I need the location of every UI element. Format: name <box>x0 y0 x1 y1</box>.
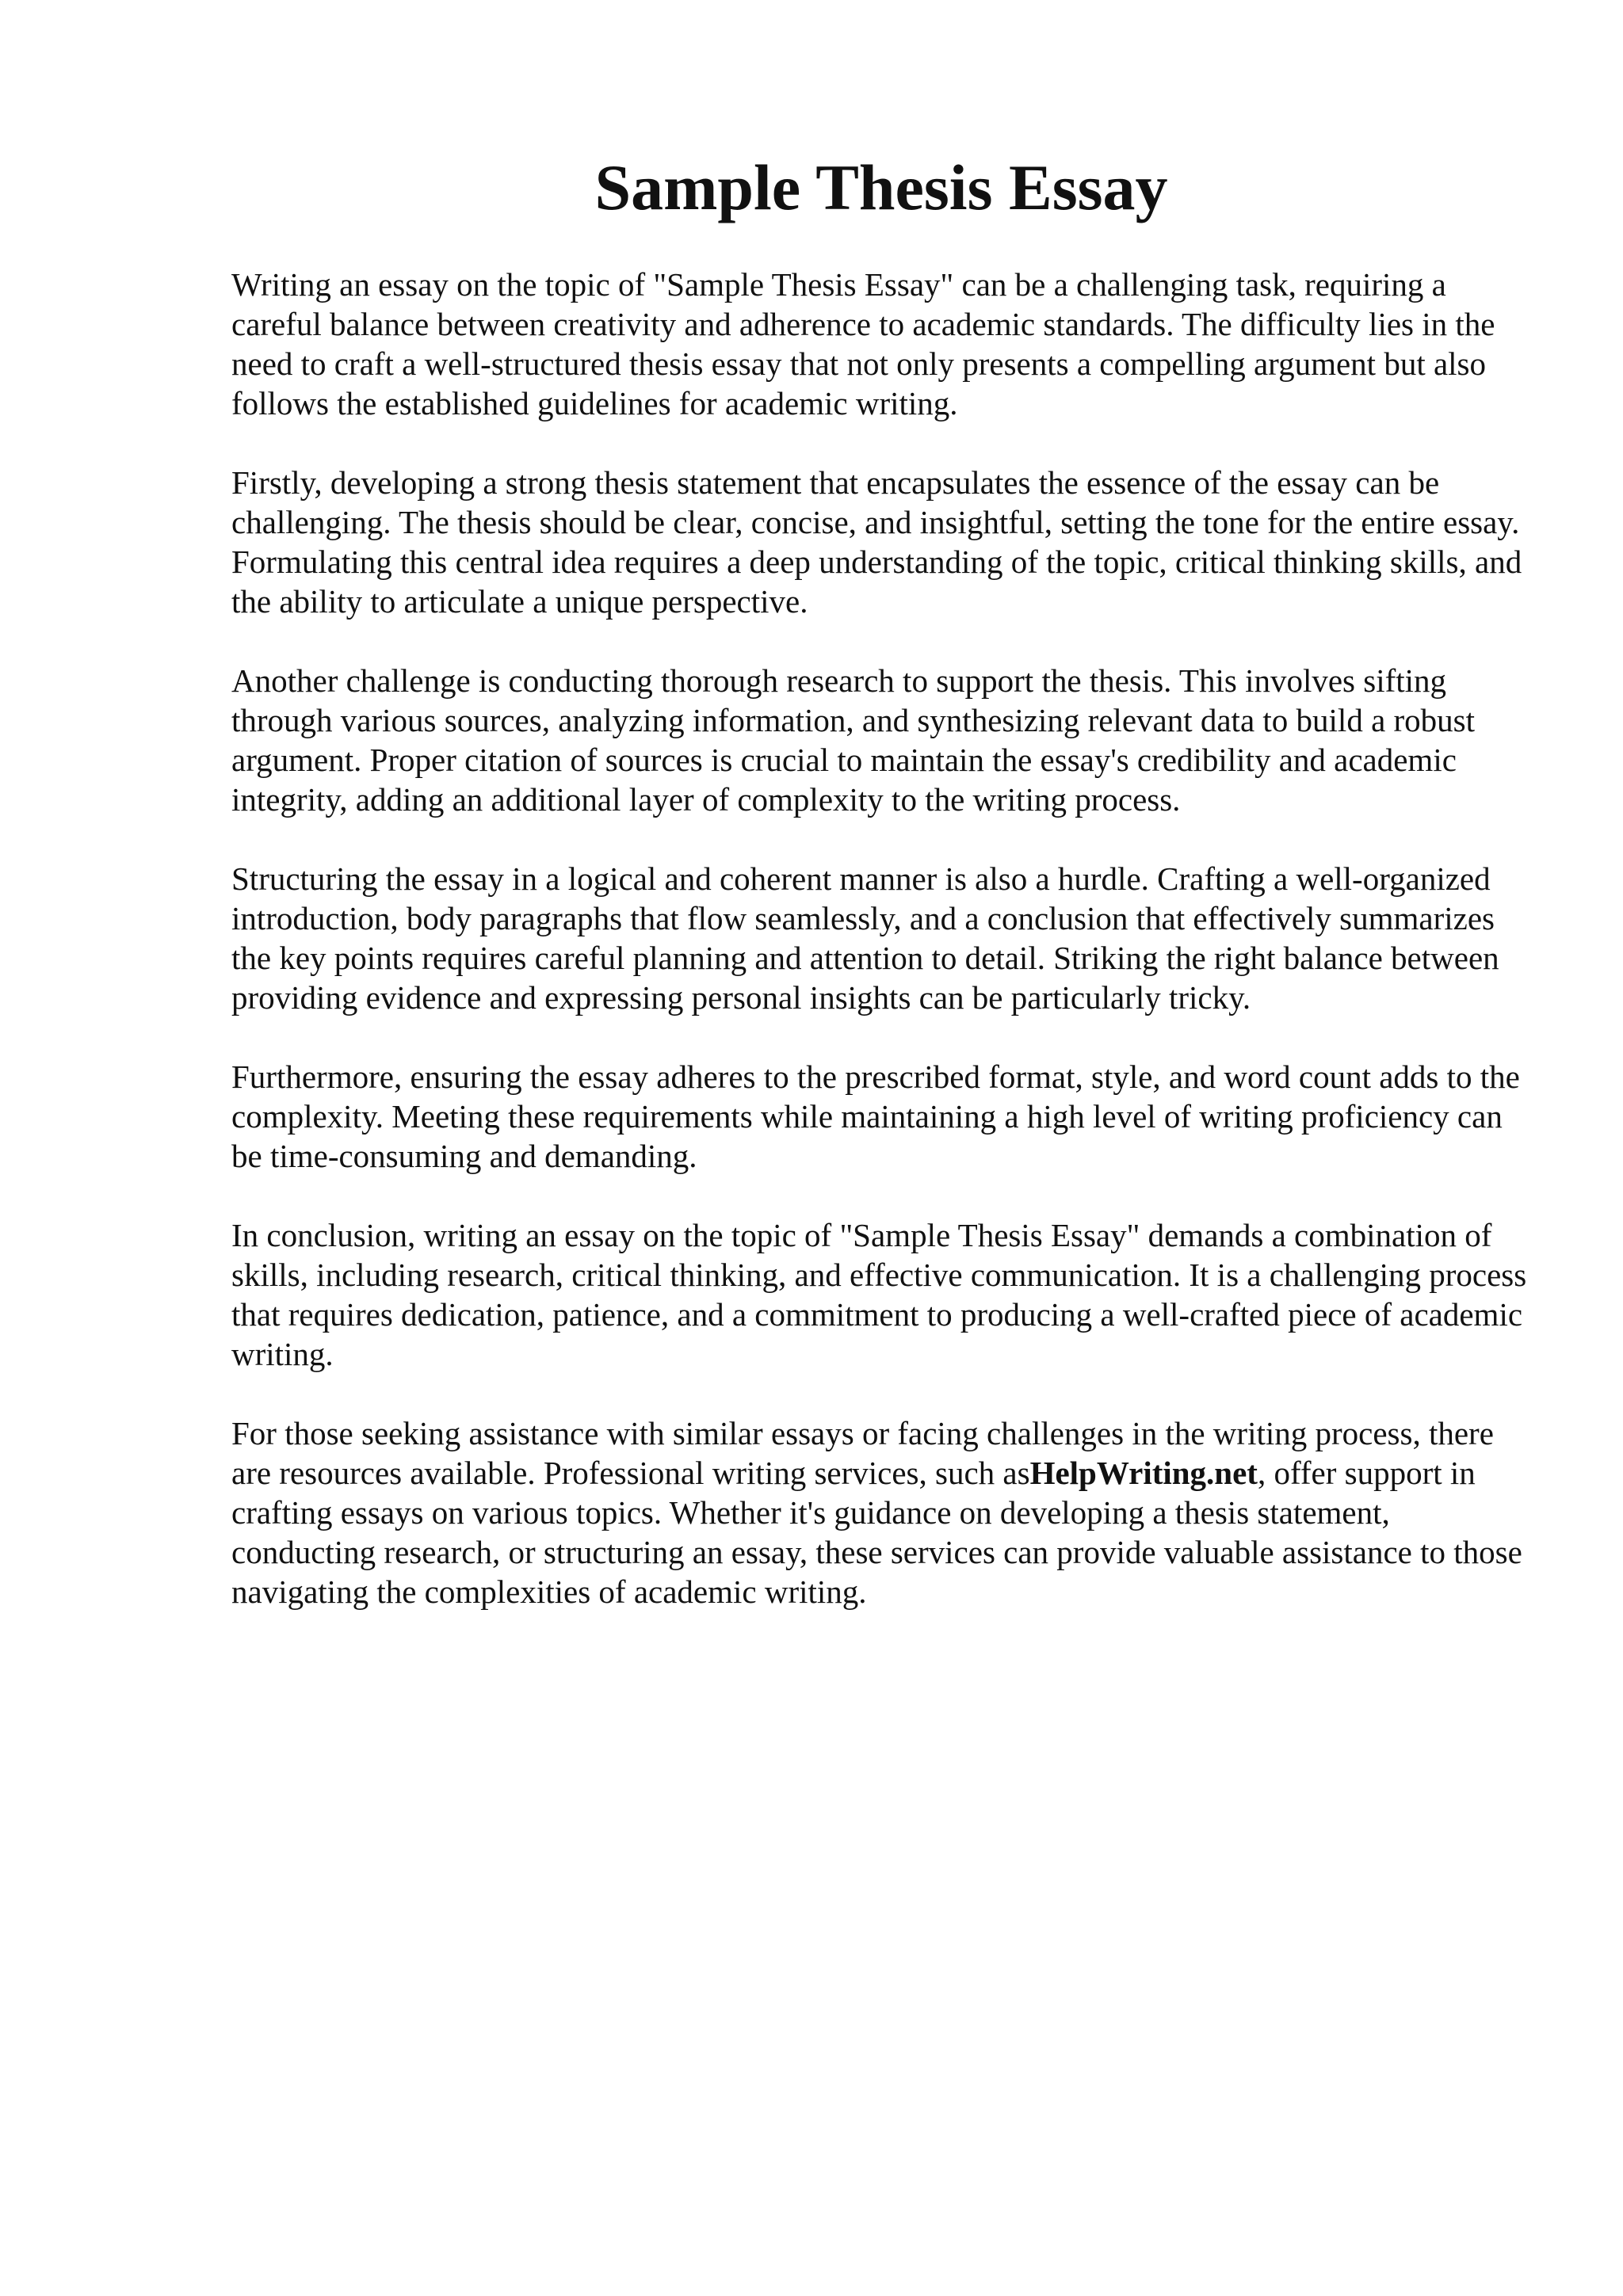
document-title: Sample Thesis Essay <box>594 151 1168 223</box>
paragraph-thesis-statement: Firstly, developing a strong thesis statement that encapsulates the essence of the essay can be challenging. The thesis should be clear, concise, and insightful, setting the tone for the entire essay. Formulating this central idea requires a deep understanding of the topic, critical thinking skills, and the ability to articulate a unique perspective. <box>231 464 1522 620</box>
paragraph-resources <box>231 1413 1531 1611</box>
paragraph-conclusion: In conclusion, writing an essay on the topic of "Sample Thesis Essay" demands a combination of skills, including research, critical thinking, and effective communication. It is a challenging process that requires dedication, patience, and a commitment to producing a well-crafted piece of academic writing. <box>231 1217 1527 1373</box>
document-content <box>231 151 1531 1651</box>
paragraph-format: Furthermore, ensuring the essay adheres to the prescribed format, style, and word count adds to the complexity. Meeting these requirements while maintaining a high level of writing proficiency can be time-consuming and demanding. <box>231 1058 1520 1175</box>
paragraph-structure: Structuring the essay in a logical and coherent manner is also a hurdle. Crafting a well-organized introduction, body paragraphs that flow seamlessly, and a conclusion that effectively summarizes the key points requires careful planning and attention to detail. Striking the right balance between providing evidence and expressing personal insights can be particularly tricky. <box>231 860 1499 1016</box>
resources-text-before: For those seeking assistance with similar essays or facing challenges in the writing process, there are resources available. Professional writing services, such as <box>231 1415 1494 1492</box>
brand-name: HelpWriting.net <box>1029 1455 1258 1492</box>
resources-text-after: , offer support in crafting essays on various topics. Whether it's guidance on developing a thesis statement, conducting research, or structuring an essay, these services can provide valuable assistance to those navigating the complexities of academic writing. <box>231 1455 1522 1611</box>
paragraph-intro: Writing an essay on the topic of "Sample Thesis Essay" can be a challenging task, requiring a careful balance between creativity and adherence to academic standards. The difficulty lies in the need to craft a well-structured thesis essay that not only presents a compelling argument but also follows the established guidelines for academic writing. <box>231 266 1495 422</box>
paragraph-research: Another challenge is conducting thorough research to support the thesis. This involves sifting through various sources, analyzing information, and synthesizing relevant data to build a robust argument. Proper citation of sources is crucial to maintain the essay's credibility and academic integrity, adding an additional layer of complexity to the writing process. <box>231 662 1476 818</box>
